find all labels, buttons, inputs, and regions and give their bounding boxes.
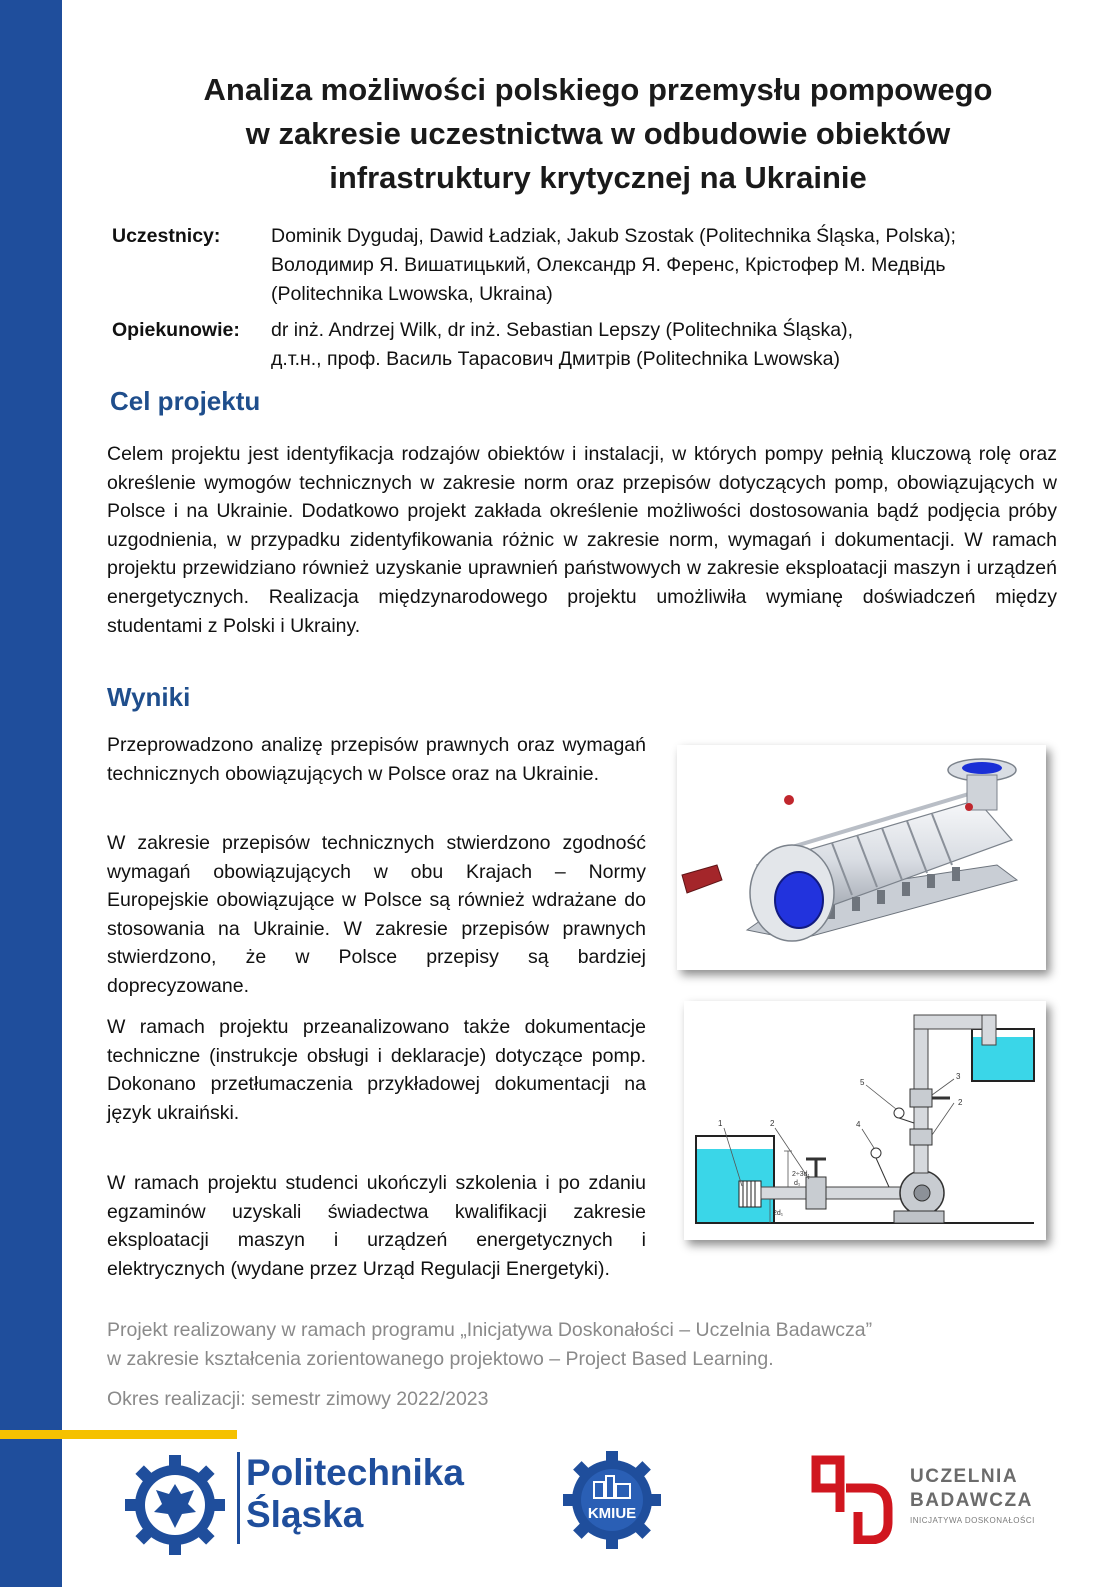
installation-diagram [684,1001,1046,1240]
ub-subtitle: INICJATYWA DOSKONAŁOŚCI [910,1516,1035,1525]
diagram-label: 2d₁ [773,1210,784,1217]
diagram-label: d₁ [794,1180,801,1187]
results-paragraph: W ramach projektu studenci ukończyli szkolenia i po zdaniu egzaminów uzyskali świadectwa kwalifikacji zakresie eksploatacji maszyn i urządzeń energetycznych i elektrycznych (wydane przez Urząd Regulacji Energetyki). [107,1172,646,1280]
realization-period: Okres realizacji: semestr zimowy 2022/2023 [107,1388,489,1410]
participants-text: Dominik Dygudaj, Dawid Ładziak, Jakub Szostak (Politechnika Śląska, Polska); Володимир Я. Вишатицький, Олександр Я. Ференс, Крістофер М. Медвідь (Politechnika Lwowska, Ukraina) [271,225,956,305]
polsl-line: Politechnika [246,1452,464,1493]
diagram-label: 2 [958,1098,963,1107]
multistage-pump-illustration [677,745,1046,970]
title-line: infrastruktury krytycznej na Ukrainie [329,160,867,195]
supervisors-text: dr inż. Andrzej Wilk, dr inż. Sebastian Lepszy (Politechnika Śląska), д.т.н., проф. Василь Тарасович Дмитрів (Politechnika Lwowska) [271,319,854,370]
diagram-label: 2 [770,1119,775,1128]
results-paragraph: Przeprowadzono analizę przepisów prawnych oraz wymagań technicznych obowiązujących w Polsce oraz na Ukrainie. [107,734,646,785]
participants-label: Uczestnicy: [112,225,221,247]
side-bar [0,0,62,1587]
title-line: Analiza możliwości polskiego przemysłu pompowego [203,72,993,107]
uczelnia-badawcza-logo [806,1452,1046,1547]
title-line: w zakresie uczestnictwa w odbudowie obiektów [245,116,951,151]
poster-title [150,68,1046,200]
results-paragraph: W zakresie przepisów technicznych stwierdzono zgodność wymagań obowiązujących w obu Krajach – Normy Europejskie obowiązujące w Polsce są również wdrażane do stosowania na Ukrainie. W zakresie przepisów prawnych stwierdzono, że w Polsce przepisy są bardziej doprecyzowane. [107,832,646,997]
pump-image [677,745,1046,970]
ub-name [910,1465,1033,1513]
supervisors-label: Opiekunowie: [112,319,240,341]
ub-line: UCZELNIA [910,1466,1019,1487]
diagram-label: 4 [856,1120,861,1129]
kmiue-logo [562,1450,662,1550]
ub-mark-icon [806,1452,898,1544]
gear-eagle-emblem-icon [124,1454,226,1556]
diagram-label: 5 [860,1078,865,1087]
diagram-label: 2÷3d₁ [792,1171,810,1178]
polsl-line: Śląska [246,1494,364,1535]
kmiue-label: KMIUE [587,1505,637,1522]
ub-line: BADAWCZA [910,1490,1033,1511]
polsl-name [246,1452,464,1536]
logo-divider [237,1452,240,1544]
kmiue-gear-icon [562,1450,662,1550]
results-heading: Wyniki [107,682,191,712]
goal-heading: Cel projektu [110,386,261,416]
politechnika-slaska-logo [124,1450,484,1560]
diagram-label: 1 [718,1119,723,1128]
accent-line [0,1430,237,1439]
results-paragraph: W ramach projektu przeanalizowano także dokumentacje techniczne (instrukcje obsługi i deklaracje) dotyczące pomp. Dokonano przetłumaczenia przykładowej dokumentacji na język ukraiński. [107,1016,646,1124]
diagram-label: 3 [956,1072,961,1081]
program-note: Projekt realizowany w ramach programu „Inicjatywa Doskonałości – Uczelnia Badawcza” w zakresie kształcenia zorientowanego projektowo – Project Based Learning. [107,1319,873,1370]
pump-installation-schematic [684,1001,1046,1240]
goal-paragraph: Celem projektu jest identyfikacja rodzajów obiektów i instalacji, w których pompy pełnią kluczową rolę oraz określenie wymogów technicznych w zakresie norm oraz przepisów dotyczących pomp, obowiązujących w Polsce i na Ukrainie. Dodatkowo projekt zakłada określenie możliwości dostosowania bądź podjęcia próby uzgodnienia, w przypadku zidentyfikowania różnic w zakresie norm, wymagań i dokumentacji. W ramach projektu przewidziano również uzyskanie uprawnień państwowych w zakresie eksploatacji maszyn i urządzeń energetycznych. Realizacja międzynarodowego projektu umożliwiła wymianę doświadczeń między studentami z Polski i Ukrainy. [107,443,1057,637]
